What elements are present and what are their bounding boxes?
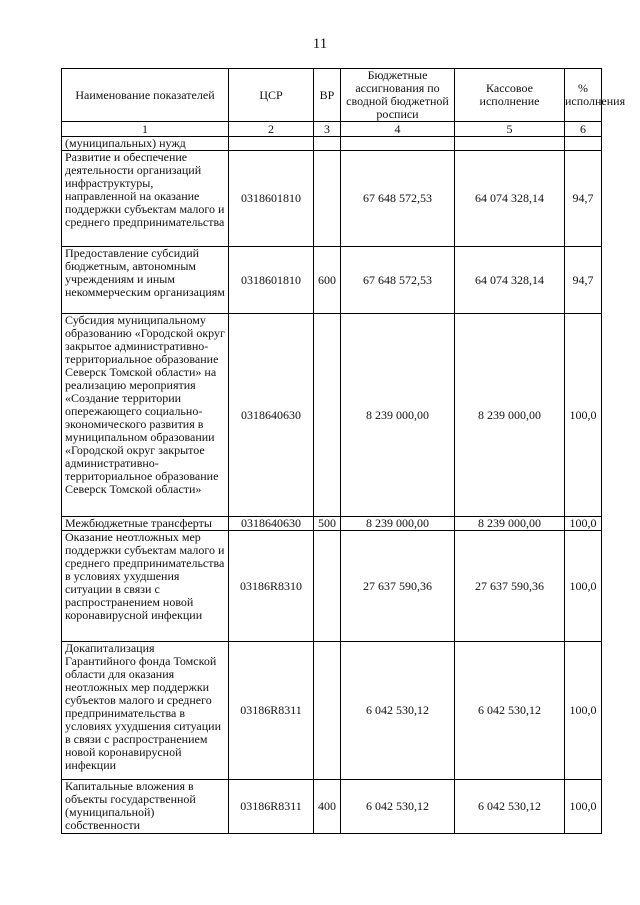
row-name: Предоставление субсидий бюджетным, автономным учреждениям и иным некоммерческим организациям bbox=[62, 247, 229, 314]
table-row bbox=[62, 137, 602, 151]
row-vr bbox=[314, 314, 341, 517]
row-csr bbox=[229, 137, 314, 151]
row-vr bbox=[314, 137, 341, 151]
row-csr: 03186R8310 bbox=[229, 531, 314, 642]
row-execution: 8 239 000,00 bbox=[455, 517, 565, 531]
row-csr: 03186R8311 bbox=[229, 780, 314, 834]
row-budget: 67 648 572,53 bbox=[341, 151, 455, 247]
table-row bbox=[62, 517, 602, 531]
column-number: 1 bbox=[62, 122, 229, 137]
row-execution: 27 637 590,36 bbox=[455, 531, 565, 642]
header-vr: ВР bbox=[314, 69, 341, 122]
row-percent bbox=[565, 137, 602, 151]
row-csr: 0318601810 bbox=[229, 247, 314, 314]
row-name: Докапитализация Гарантийного фонда Томской области для оказания неотложных мер поддержки субъектов малого и среднего предпринимательства в условиях ухудшения ситуации в связи с распространением новой коронавирусной инфекции bbox=[62, 642, 229, 780]
row-csr: 0318640630 bbox=[229, 314, 314, 517]
page-number: 11 bbox=[312, 36, 328, 52]
table-row bbox=[62, 531, 602, 642]
row-execution: 64 074 328,14 bbox=[455, 247, 565, 314]
row-vr: 600 bbox=[314, 247, 341, 314]
row-name: Капитальные вложения в объекты государственной (муниципальной) собственности bbox=[62, 780, 229, 834]
row-execution: 6 042 530,12 bbox=[455, 780, 565, 834]
row-name: Субсидия муниципальному образованию «Городской округ закрытое административно-территориальное образование Северск Томской области» на реализацию мероприятия «Создание территории опережающего социально-экономического развития в муниципальном образовании «Городской округ закрытое административно-территориальное образование Северск Томской области» bbox=[62, 314, 229, 517]
header-execution: Кассовое исполнение bbox=[455, 69, 565, 122]
header-percent: % исполнения bbox=[565, 69, 602, 122]
header-row bbox=[62, 69, 602, 122]
row-execution: 6 042 530,12 bbox=[455, 642, 565, 780]
row-name: Оказание неотложных мер поддержки субъектам малого и среднего предпринимательства в условиях ухудшения ситуации в связи с распространением новой коронавирусной инфекции bbox=[62, 531, 229, 642]
row-percent: 100,0 bbox=[565, 517, 602, 531]
row-percent: 94,7 bbox=[565, 247, 602, 314]
table-row bbox=[62, 642, 602, 780]
row-budget: 6 042 530,12 bbox=[341, 780, 455, 834]
row-vr bbox=[314, 642, 341, 780]
row-name: Межбюджетные трансферты bbox=[62, 517, 229, 531]
row-name: Развитие и обеспечение деятельности организаций инфраструктуры, направленной на оказание поддержки субъектам малого и среднего предпринимательства bbox=[62, 151, 229, 247]
row-percent: 94,7 bbox=[565, 151, 602, 247]
header-budget: Бюджетные ассигнования по сводной бюджетной росписи bbox=[341, 69, 455, 122]
row-percent: 100,0 bbox=[565, 531, 602, 642]
row-budget bbox=[341, 137, 455, 151]
column-number: 2 bbox=[229, 122, 314, 137]
budget-execution-table bbox=[61, 68, 626, 834]
row-budget: 8 239 000,00 bbox=[341, 314, 455, 517]
row-budget: 6 042 530,12 bbox=[341, 642, 455, 780]
row-execution bbox=[455, 137, 565, 151]
column-number-row bbox=[62, 122, 602, 137]
row-execution: 8 239 000,00 bbox=[455, 314, 565, 517]
table-row bbox=[62, 780, 602, 834]
table-row bbox=[62, 247, 602, 314]
column-number: 6 bbox=[565, 122, 602, 137]
column-number: 3 bbox=[314, 122, 341, 137]
row-percent: 100,0 bbox=[565, 642, 602, 780]
row-vr bbox=[314, 151, 341, 247]
row-csr: 0318640630 bbox=[229, 517, 314, 531]
row-csr: 0318601810 bbox=[229, 151, 314, 247]
row-budget: 67 648 572,53 bbox=[341, 247, 455, 314]
row-name: (муниципальных) нужд bbox=[62, 137, 229, 151]
header-csr: ЦСР bbox=[229, 69, 314, 122]
row-percent: 100,0 bbox=[565, 780, 602, 834]
row-budget: 27 637 590,36 bbox=[341, 531, 455, 642]
header-name: Наименование показателей bbox=[62, 69, 229, 122]
table-row bbox=[62, 151, 602, 247]
column-number: 4 bbox=[341, 122, 455, 137]
row-percent: 100,0 bbox=[565, 314, 602, 517]
column-number: 5 bbox=[455, 122, 565, 137]
row-vr: 500 bbox=[314, 517, 341, 531]
row-csr: 03186R8311 bbox=[229, 642, 314, 780]
table-row bbox=[62, 314, 602, 517]
row-vr: 400 bbox=[314, 780, 341, 834]
row-execution: 64 074 328,14 bbox=[455, 151, 565, 247]
row-vr bbox=[314, 531, 341, 642]
row-budget: 8 239 000,00 bbox=[341, 517, 455, 531]
